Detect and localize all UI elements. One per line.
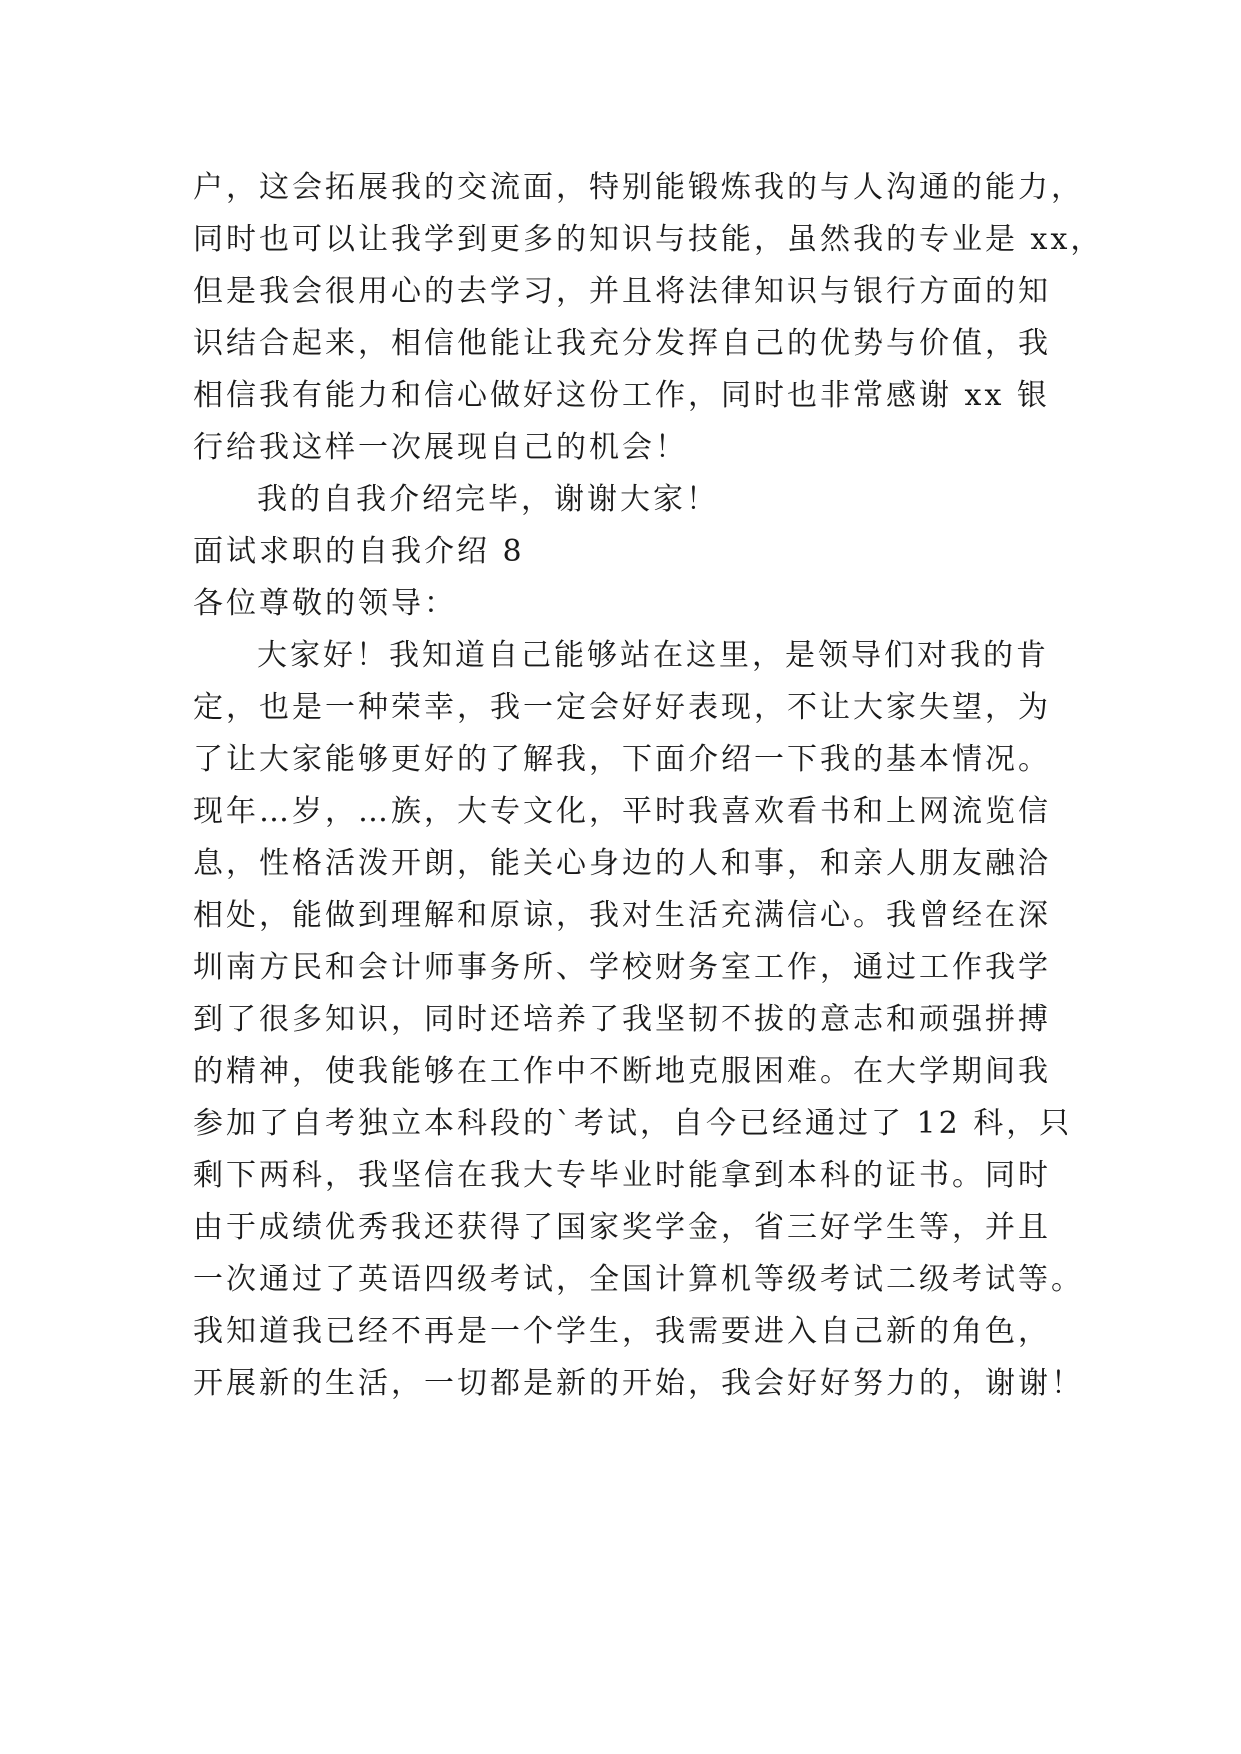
text-line: 相信我有能力和信心做好这份工作，同时也非常感谢 xx 银 (193, 378, 1050, 413)
text-line: 的精神，使我能够在工作中不断地克服困难。在大学期间我 (193, 1054, 1051, 1089)
paragraph-start-line: 大家好！我知道自己能够站在这里，是领导们对我的肯 (257, 638, 1049, 673)
text-line: 行给我这样一次展现自己的机会！ (193, 430, 688, 465)
text-line: 识结合起来，相信他能让我充分发挥自己的优势与价值，我 (193, 326, 1051, 361)
text-line: 一次通过了英语四级考试，全国计算机等级考试二级考试等。 (193, 1262, 1084, 1297)
text-line: 同时也可以让我学到更多的知识与技能，虽然我的专业是 xx， (193, 222, 1104, 257)
text-line: 了让大家能够更好的了解我，下面介绍一下我的基本情况。 (193, 742, 1051, 777)
text-line: 现年…岁，…族，大专文化，平时我喜欢看书和上网流览信 (193, 794, 1051, 829)
text-line: 由于成绩优秀我还获得了国家奖学金，省三好学生等，并且 (193, 1210, 1051, 1245)
text-line: 圳南方民和会计师事务所、学校财务室工作，通过工作我学 (193, 950, 1051, 985)
text-line: 相处，能做到理解和原谅，我对生活充满信心。我曾经在深 (193, 898, 1051, 933)
salutation: 各位尊敬的领导： (193, 586, 457, 621)
section-heading: 面试求职的自我介绍 8 (193, 534, 525, 569)
text-line: 参加了自考独立本科段的`考试，自今已经通过了 12 科，只 (193, 1106, 1073, 1141)
text-line: 开展新的生活，一切都是新的开始，我会好好努力的，谢谢！ (193, 1366, 1084, 1401)
text-line: 我知道我已经不再是一个学生，我需要进入自己新的角色， (193, 1314, 1051, 1349)
document-body (193, 162, 1104, 1410)
text-line: 户，这会拓展我的交流面，特别能锻炼我的与人沟通的能力， (193, 170, 1084, 205)
text-line: 到了很多知识，同时还培养了我坚韧不拔的意志和顽强拼搏 (193, 1002, 1051, 1037)
closing-line: 我的自我介绍完毕，谢谢大家！ (257, 482, 719, 517)
text-line: 但是我会很用心的去学习，并且将法律知识与银行方面的知 (193, 274, 1051, 309)
text-line: 息，性格活泼开朗，能关心身边的人和事，和亲人朋友融洽 (193, 846, 1051, 881)
text-line: 定，也是一种荣幸，我一定会好好表现，不让大家失望，为 (193, 690, 1051, 725)
text-line: 剩下两科，我坚信在我大专毕业时能拿到本科的证书。同时 (193, 1158, 1051, 1193)
